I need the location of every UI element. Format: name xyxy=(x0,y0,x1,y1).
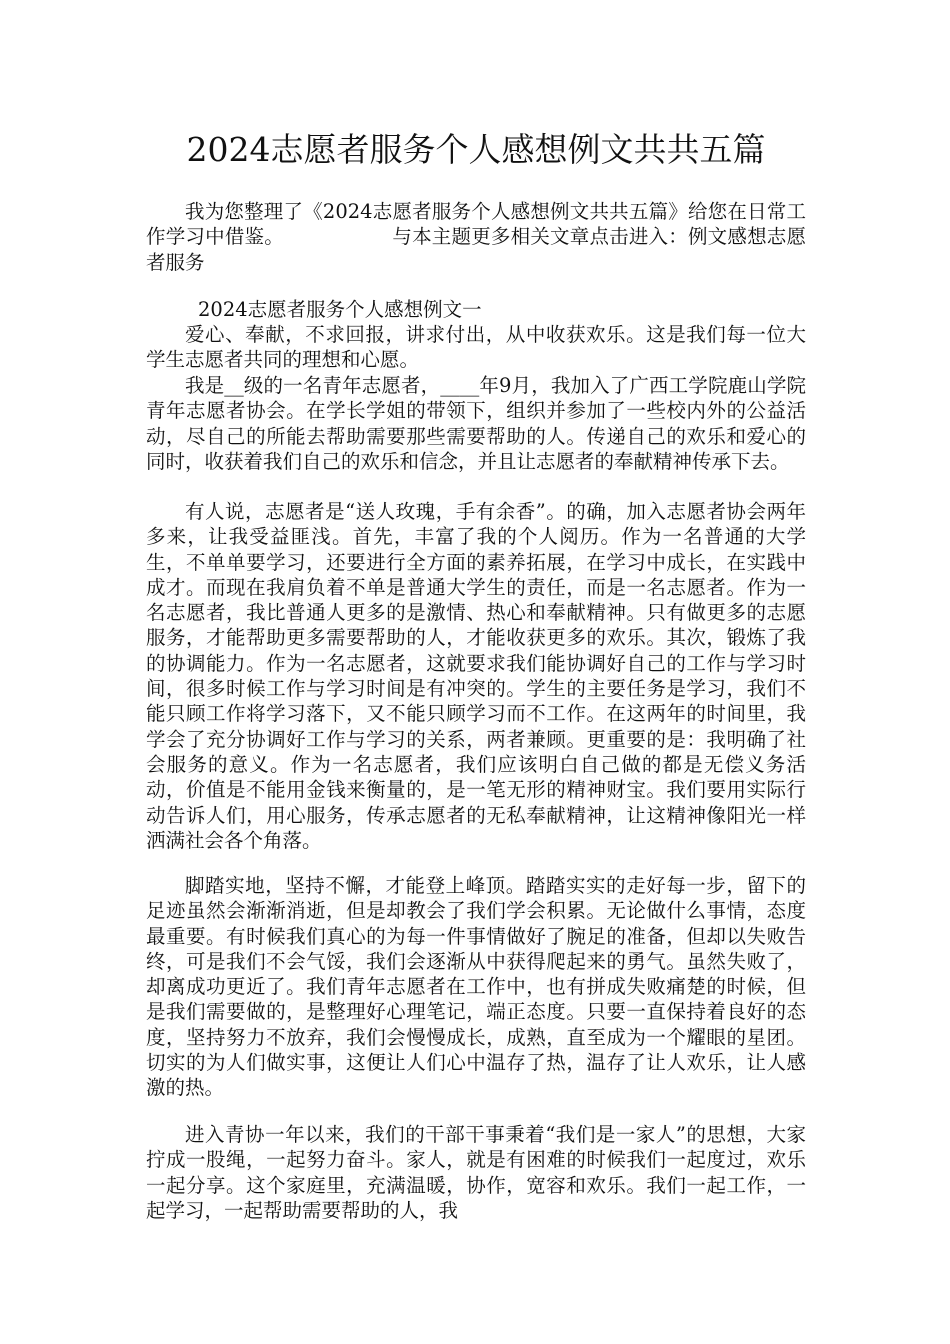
body-paragraph-3: 有人说，志愿者是“送人玫瑰，手有余香”。的确，加入志愿者协会两年多来，让我受益匪浅。首先，丰富了我的个人阅历。作为一名普通的大学生，不单单要学习，还要进行全方面的素养拓展，在学习中成长，在实践中成才。而现在我肩负着不单是普通大学生的责任，而是一名志愿者。作为一名志愿者，我比普通人更多的是激情、热心和奉献精神。只有做更多的志愿服务，才能帮助更多需要帮助的人，才能收获更多的欢乐。其次，锻炼了我的协调能力。作为一名志愿者，这就要求我们能协调好自己的工作与学习时间，很多时候工作与学习时间是有冲突的。学生的主要任务是学习，我们不能只顾工作将学习落下，又不能只顾学习而不工作。在这两年的时间里，我学会了充分协调好工作与学习的关系，两者兼顾。更重要的是：我明确了社会服务的意义。作为一名志愿者，我们应该明白自己做的都是无偿义务活动，价值是不能用金钱来衡量的，是一笔无形的精神财宝。我们要用实际行动告诉人们，用心服务，传承志愿者的无私奉献精神，让这精神像阳光一样洒满社会各个角落。 xyxy=(146,500,806,852)
document-title: 2024志愿者服务个人感想例文共共五篇 xyxy=(186,130,766,169)
intro-paragraph: 我为您整理了《2024志愿者服务个人感想例文共共五篇》给您在日常工作学习中借鉴。 与本主题更多相关文章点击进入：例文感想志愿者服务 xyxy=(146,200,806,274)
section-heading: 2024志愿者服务个人感想例文一 xyxy=(198,298,482,321)
body-paragraph-2: 我是__级的一名青年志愿者，____年9月，我加入了广西工学院鹿山学院青年志愿者协会。在学长学姐的带领下，组织并参加了一些校内外的公益活动，尽自己的所能去帮助需要那些需要帮助的人。传递自己的欢乐和爱心的同时，收获着我们自己的欢乐和信念，并且让志愿者的奉献精神传承下去。 xyxy=(146,374,806,473)
body-paragraph-4: 脚踏实地，坚持不懈，才能登上峰顶。踏踏实实的走好每一步，留下的足迹虽然会渐渐消逝，但是却教会了我们学会积累。无论做什么事情，态度最重要。有时候我们真心的为每一件事情做好了腕足的准备，但却以失败告终，可是我们不会气馁，我们会逐渐从中获得爬起来的勇气。虽然失败了，却离成功更近了。我们青年志愿者在工作中，也有拼成失败痛楚的时候，但是我们需要做的，是整理好心理笔记，端正态度。只要一直保持着良好的态度，坚持努力不放弃，我们会慢慢成长，成熟，直至成为一个耀眼的星团。切实的为人们做实事，这便让人们心中温存了热，温存了让人欢乐，让人感激的热。 xyxy=(146,874,806,1100)
body-paragraph-1: 爱心、奉献，不求回报，讲求付出，从中收获欢乐。这是我们每一位大学生志愿者共同的理想和心愿。 xyxy=(146,323,806,372)
body-paragraph-5: 进入青协一年以来，我们的干部干事秉着“我们是一家人”的思想，大家拧成一股绳，一起努力奋斗。家人，就是有困难的时候我们一起度过，欢乐一起分享。这个家庭里，充满温暖，协作，宽容和欢乐。我们一起工作，一起学习，一起帮助需要帮助的人，我 xyxy=(146,1123,806,1222)
